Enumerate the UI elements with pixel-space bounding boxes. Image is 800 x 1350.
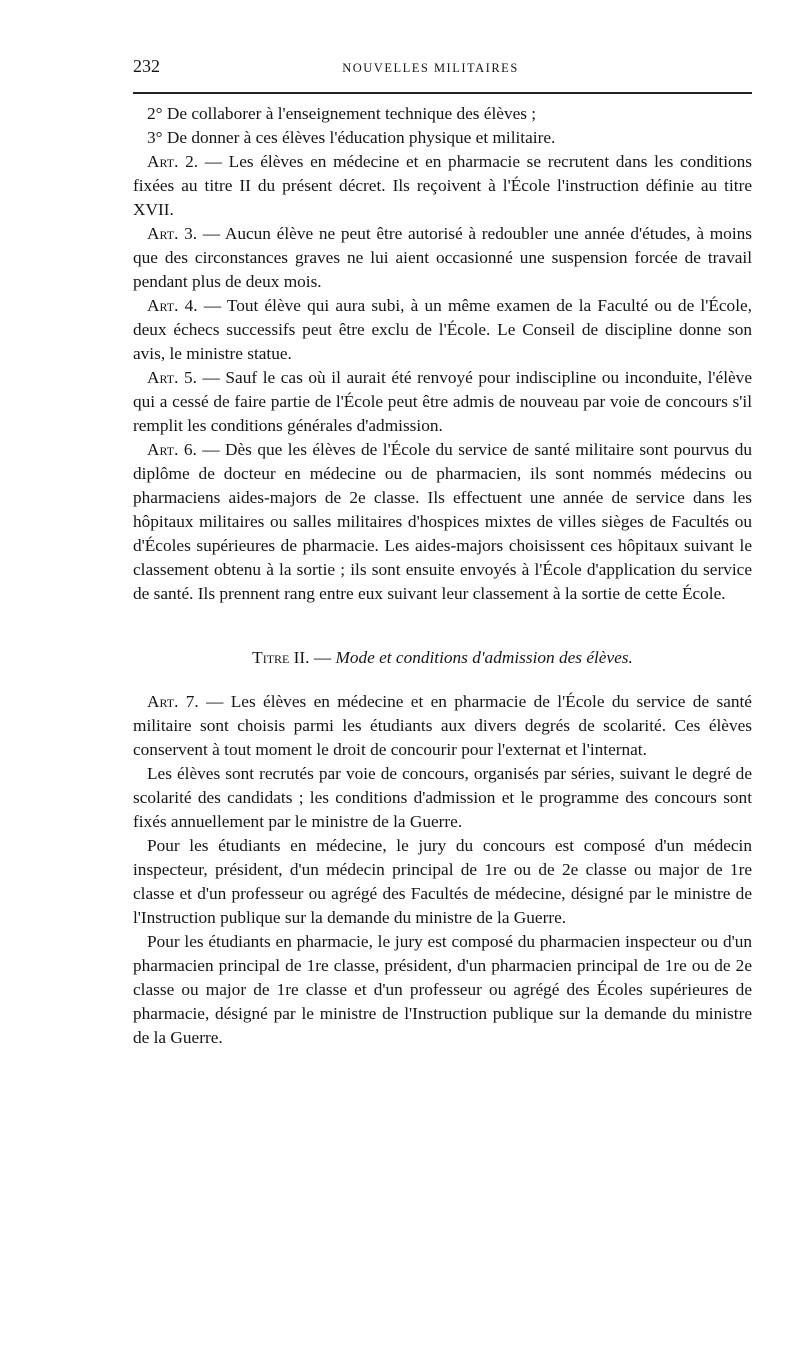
body-after-title [133,690,752,1050]
header-rule [133,92,752,94]
article-4: Art. 4. — Tout élève qui aura subi, à un même examen de la Faculté ou de l'École, deux échecs successifs peut être exclu de l'École. Le Conseil de discipline donne son avis, le ministre statue. [133,296,752,363]
title-label: Titre II. [252,648,310,667]
article-7: Art. 7. — Les élèves en médecine et en pharmacie de l'École du service de santé militaire sont choisis parmi les étudiants aux divers degrés de scolarité. Ces élèves conservent à tout moment le droit de concourir pour l'externat et l'internat. [133,692,752,759]
section-title: Titre II. — Mode et conditions d'admission des élèves. [252,648,633,667]
page-header [133,54,752,84]
body-before-title [133,102,752,606]
title-text: Mode et conditions d'admission des élèves. [335,648,633,667]
article-6: Art. 6. — Dès que les élèves de l'École du service de santé militaire sont pourvus du diplôme de docteur en médecine ou de pharmacien, ils sont nommés médecins ou pharmaciens aides-majors de 2e classe. Ils effectuent une année de service dans les hôpitaux militaires ou salles militaires d'hospices mixtes de villes sièges de Facultés ou d'Écoles supérieures de pharmacie. Les aides-majors choisissent ces hôpitaux suivant le classement obtenu à la sortie ; ils sont ensuite envoyés à l'École d'application du service de santé. Ils prennent rang entre eux suivant leur classement à la sortie de cette École. [133,440,752,603]
article-label: Art. 6. [147,440,197,459]
article-5: Art. 5. — Sauf le cas où il aurait été renvoyé pour indiscipline ou inconduite, l'élève qui a cessé de faire partie de l'École peut être admis de nouveau par voie de concours s'il remplit les conditions générales d'admission. [133,368,752,435]
paragraph: Pour les étudiants en pharmacie, le jury est composé du pharmacien inspecteur ou d'un pharmacien principal de 1re classe, président, d'un pharmacien principal de 1re ou de 2e classe ou major de 1re classe et d'un professeur ou agrégé des Écoles supérieures de pharmacie, désigné par le ministre de l'Instruction publique sur la demande du ministre de la Guerre. [133,932,752,1047]
article-3: Art. 3. — Aucun élève ne peut être autorisé à redoubler une année d'études, à moins que des circonstances graves ne lui aient occasionné une suspension forcée de travail pendant plus de deux mois. [133,224,752,291]
article-label: Art. 2. [147,152,199,171]
article-2: Art. 2. — Les élèves en médecine et en pharmacie se recrutent dans les conditions fixées au titre II du présent décret. Ils reçoivent à l'École l'instruction définie au titre XVII. [133,152,752,219]
paragraph: Les élèves sont recrutés par voie de concours, organisés par séries, suivant le degré de scolarité des candidats ; les conditions d'admission et le programme des concours sont fixés annuellement par le ministre de la Guerre. [133,764,752,831]
article-label: Art. 4. [147,296,198,315]
paragraph: Pour les étudiants en médecine, le jury du concours est composé d'un médecin inspecteur, président, d'un médecin principal de 1re ou de 2e classe ou major de 1re classe et d'un professeur ou agrégé des Facultés de médecine, désigné par le ministre de l'Instruction publique sur la demande du ministre de la Guerre. [133,836,752,927]
article-label: Art. 5. [147,368,197,387]
paragraph: 2° De collaborer à l'enseignement technique des élèves ; [147,104,537,123]
paragraph: 3° De donner à ces élèves l'éducation physique et militaire. [147,128,556,147]
page-number: 232 [133,56,160,76]
article-label: Art. 7. [147,692,199,711]
article-label: Art. 3. [147,224,198,243]
running-head: NOUVELLES MILITAIRES [342,61,519,75]
